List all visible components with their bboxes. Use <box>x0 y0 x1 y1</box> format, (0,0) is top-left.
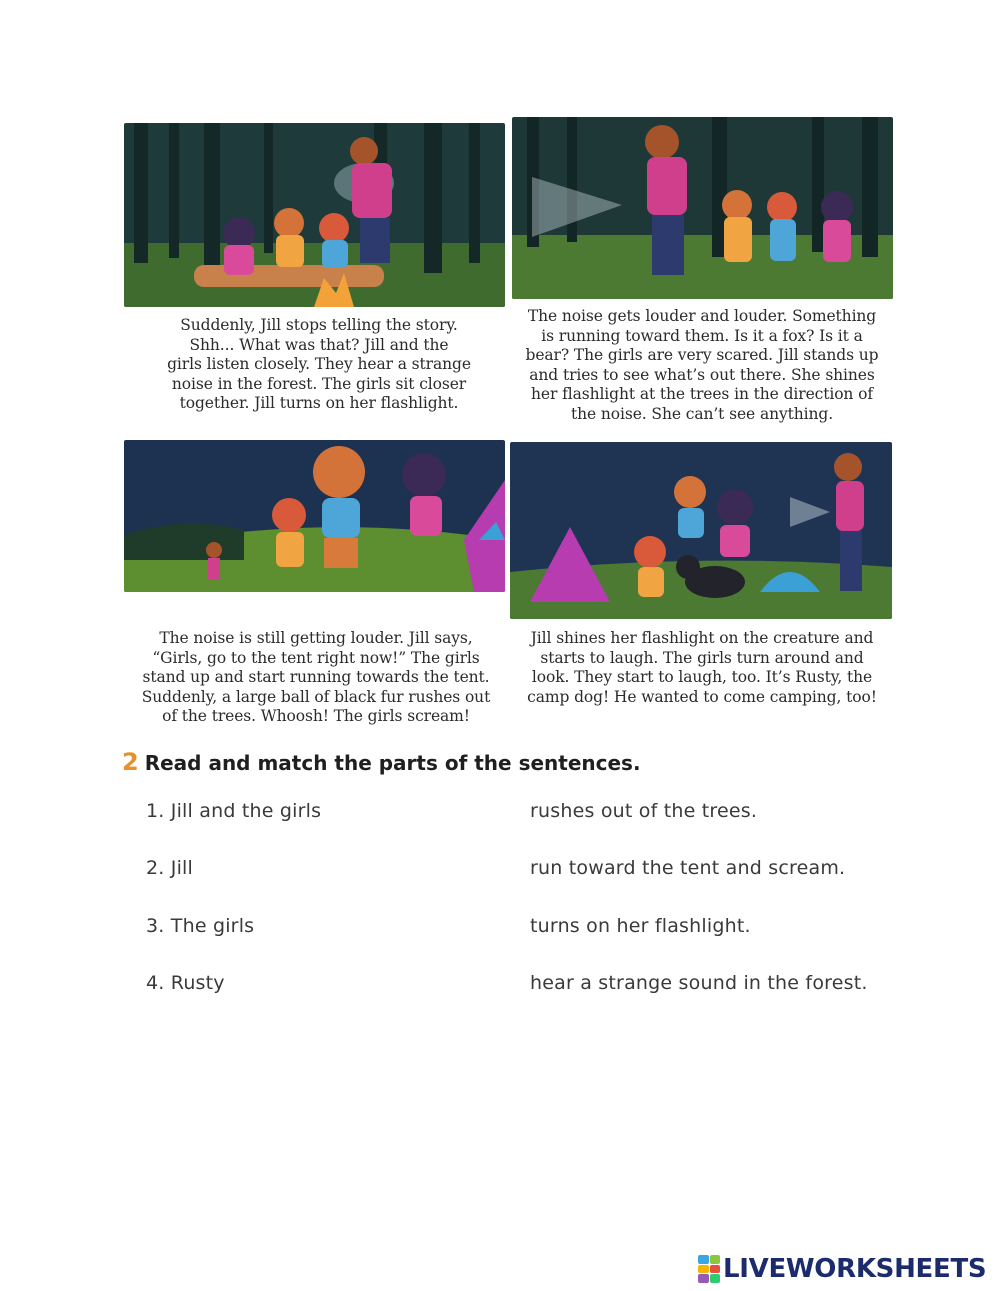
story-panel-4-caption: Jill shines her flashlight on the creature and starts to laugh. The girls turn around and look. They start to laugh, too. It’s Rusty, the camp dog! He wanted to come camping, too! <box>527 629 877 706</box>
logo-square-2 <box>710 1255 721 1264</box>
match-right-item-2[interactable]: run toward the tent and scream. <box>530 857 846 879</box>
logo-square-3 <box>698 1265 709 1274</box>
match-right-item-4[interactable]: hear a strange sound in the forest. <box>530 972 868 994</box>
match-left-item-3[interactable]: 3. The girls <box>146 915 255 937</box>
match-left-item-4[interactable]: 4. Rusty <box>146 972 225 994</box>
logo-text: LIVEWORKSHEETS <box>723 1254 987 1284</box>
exercise-number: 2 <box>122 748 139 776</box>
exercise-title: 2 Read and match the parts of the sentences. <box>122 748 641 776</box>
story-panel-2-caption: The noise gets louder and louder. Something is running toward them. Is it a fox? Is it a bear? The girls are very scared. Jill stands up and tries to see what’s out there. She shines her flashlight at the trees in the direction of the noise. She can’t see anything. <box>525 307 879 423</box>
logo-square-4 <box>710 1265 721 1274</box>
story-panel-3-caption: The noise is still getting louder. Jill says, “Girls, go to the tent right now!” The girls stand up and start running towards the tent. Suddenly, a large ball of black fur rushes out of the trees. Whoosh! The girls scream! <box>141 629 491 725</box>
story-panel-1-image <box>124 123 505 307</box>
match-right-item-1[interactable]: rushes out of the trees. <box>530 800 758 822</box>
logo-square-5 <box>698 1274 709 1283</box>
logo-square-1 <box>698 1255 709 1264</box>
match-left-item-2[interactable]: 2. Jill <box>146 857 194 879</box>
story-panel-3-image <box>124 440 505 592</box>
story-panel-2-image <box>512 117 893 299</box>
match-right-item-3[interactable]: turns on her flashlight. <box>530 915 751 937</box>
liveworksheets-logo[interactable] <box>698 1252 986 1286</box>
story-panel-4-image <box>510 442 892 619</box>
logo-square-6 <box>710 1274 721 1283</box>
logo-mark-icon <box>698 1255 720 1283</box>
story-panel-1-caption: Suddenly, Jill stops telling the story. Shh... What was that? Jill and the girls listen closely. They hear a strange noise in the forest. The girls sit closer together. Jill turns on her flashlight. <box>167 316 471 412</box>
match-left-item-1[interactable]: 1. Jill and the girls <box>146 800 322 822</box>
